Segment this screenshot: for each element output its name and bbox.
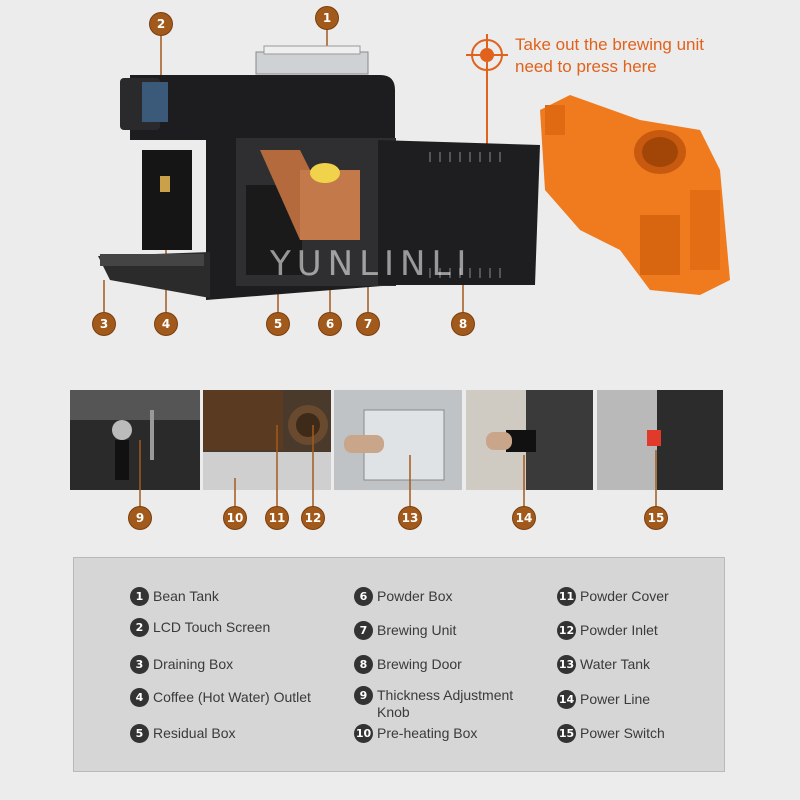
legend-num: 3 [130, 655, 149, 674]
legend-item [130, 618, 270, 637]
legend-item [557, 621, 658, 640]
legend-label: Powder Box [377, 588, 453, 604]
legend-label: Bean Tank [153, 588, 219, 604]
parts-legend [73, 557, 725, 772]
legend-item [354, 655, 462, 674]
legend-item [354, 621, 456, 640]
badge-6: 6 [319, 313, 341, 335]
badge-3: 3 [93, 313, 115, 335]
badge-11: 11 [266, 507, 288, 529]
legend-label: Brewing Door [377, 656, 462, 672]
legend-item [354, 587, 452, 606]
watermark: YUNLINLI [270, 244, 473, 284]
legend-num: 12 [557, 621, 576, 640]
legend-label: LCD Touch Screen [153, 619, 271, 635]
brewing-unit-note [515, 34, 795, 78]
legend-item [130, 724, 236, 743]
badge-5: 5 [267, 313, 289, 335]
legend-num: 7 [354, 621, 373, 640]
legend-item [354, 724, 477, 743]
legend-item [557, 587, 669, 606]
legend-item [130, 688, 311, 707]
note-line-2: need to press here [515, 57, 657, 76]
badge-15: 15 [645, 507, 667, 529]
badge-2: 2 [150, 13, 172, 35]
legend-item [557, 690, 650, 709]
legend-num: 11 [557, 587, 576, 606]
legend-label: Pre-heating Box [377, 725, 478, 741]
legend-label: Residual Box [153, 725, 236, 741]
legend-num: 13 [557, 655, 576, 674]
legend-label: Power Switch [580, 725, 665, 741]
badge-14: 14 [513, 507, 535, 529]
badge-7: 7 [357, 313, 379, 335]
legend-num: 8 [354, 655, 373, 674]
legend-label: Powder Cover [580, 588, 669, 604]
legend-num: 5 [130, 724, 149, 743]
legend-item [130, 587, 219, 606]
legend-num: 1 [130, 587, 149, 606]
legend-num: 2 [130, 618, 149, 637]
legend-num: 14 [557, 690, 576, 709]
legend-item [557, 655, 650, 674]
badge-4: 4 [155, 313, 177, 335]
note-line-1: Take out the brewing unit [515, 35, 705, 54]
badge-10: 10 [224, 507, 246, 529]
badge-1: 1 [316, 7, 338, 29]
legend-item [557, 724, 665, 743]
badge-12: 12 [302, 507, 324, 529]
legend-label: Power Line [580, 691, 651, 707]
legend-num: 10 [354, 724, 373, 743]
legend-label: Powder Inlet [580, 622, 658, 638]
legend-label: Water Tank [580, 656, 651, 672]
badge-8: 8 [452, 313, 474, 335]
legend-num: 15 [557, 724, 576, 743]
photo-leader-lines [0, 380, 800, 520]
legend-num: 9 [354, 686, 373, 705]
legend-num: 6 [354, 587, 373, 606]
badge-13: 13 [399, 507, 421, 529]
legend-num: 4 [130, 688, 149, 707]
badge-9: 9 [129, 507, 151, 529]
brewing-unit-illustration [540, 95, 730, 295]
legend-label: Brewing Unit [377, 622, 457, 638]
legend-label: Coffee (Hot Water) Outlet [153, 689, 311, 705]
legend-item [354, 686, 534, 721]
legend-label: Thickness Adjustment Knob [377, 687, 514, 720]
legend-label: Draining Box [153, 656, 234, 672]
legend-item [130, 655, 233, 674]
